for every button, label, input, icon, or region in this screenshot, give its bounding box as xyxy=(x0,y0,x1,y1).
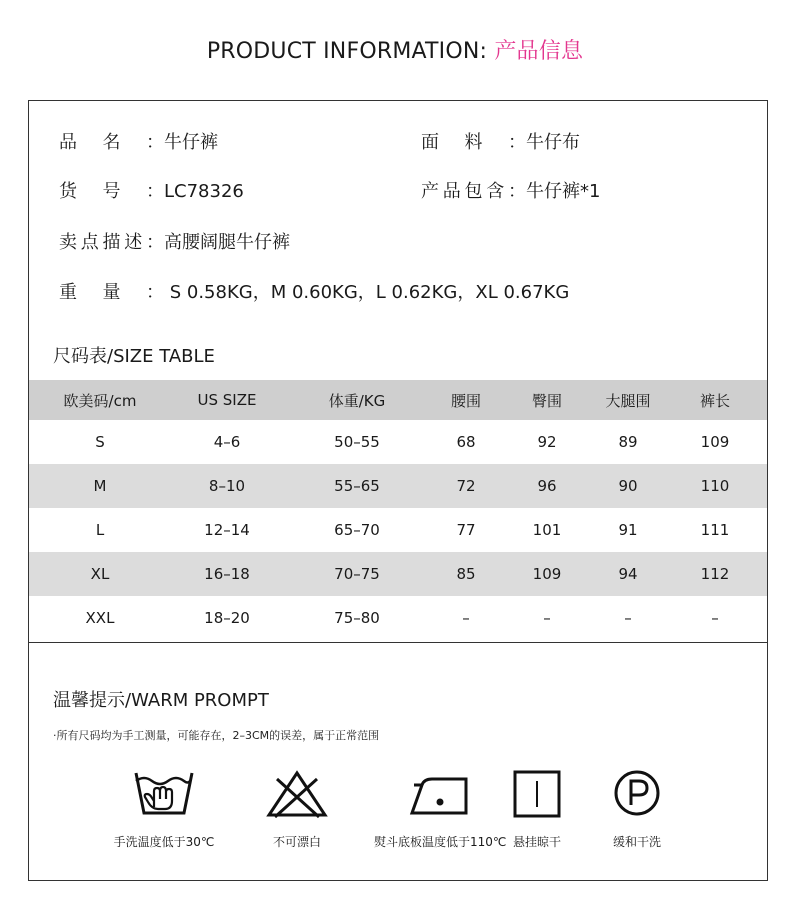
cell-weight: 50–55 xyxy=(334,433,380,451)
no-bleach-icon xyxy=(265,769,329,819)
cell-length: 111 xyxy=(700,521,730,539)
line-dry-label: 悬挂晾干 xyxy=(512,835,561,849)
header-eu-size: 欧美码/cm xyxy=(63,391,137,410)
cell-weight: 75–80 xyxy=(334,609,380,627)
table-row xyxy=(29,508,767,552)
cell-weight: 55–65 xyxy=(334,477,380,495)
cell-us-size: 4–6 xyxy=(213,433,241,451)
cell-hip: 101 xyxy=(532,521,562,539)
header-thigh: 大腿围 xyxy=(605,391,651,410)
cell-us-size: 18–20 xyxy=(204,609,250,627)
iron-label: 熨斗底板温度低于110℃ xyxy=(374,835,507,849)
sku-label: 货号： xyxy=(59,181,164,202)
cell-us-size: 8–10 xyxy=(208,477,246,495)
cell-eu-size: S xyxy=(95,433,105,451)
header-length: 裤长 xyxy=(699,391,730,410)
header-us-size: US SIZE xyxy=(197,391,257,409)
selling-label: 卖点描述： xyxy=(59,232,164,253)
cell-length: 112 xyxy=(700,565,730,583)
hand-wash-icon xyxy=(132,769,196,819)
cell-hip: 109 xyxy=(532,565,562,583)
cell-eu-size: XL xyxy=(90,565,110,583)
cell-thigh: – xyxy=(624,609,632,627)
fabric-label: 面料： xyxy=(421,132,526,153)
package-label: 产品包含： xyxy=(421,181,526,202)
dry-clean-label: 缓和干洗 xyxy=(612,835,661,849)
cell-length: 109 xyxy=(700,433,730,451)
info-package-row xyxy=(421,180,600,204)
cell-waist: 72 xyxy=(456,477,476,495)
page-title xyxy=(0,34,790,65)
cell-waist: 85 xyxy=(456,565,476,583)
header-weight: 体重/KG xyxy=(328,391,386,410)
info-sku-row xyxy=(59,180,244,204)
warm-prompt-title: 温馨提示/WARM PROMPT xyxy=(53,690,269,711)
info-fabric-row xyxy=(421,131,580,155)
size-table-title: 尺码表/SIZE TABLE xyxy=(53,346,215,367)
section-divider xyxy=(29,642,767,643)
name-label: 品名： xyxy=(59,132,164,153)
cell-length: 110 xyxy=(700,477,730,495)
info-weight-row xyxy=(59,281,569,305)
package-value: 牛仔裤*1 xyxy=(526,181,601,202)
iron-icon xyxy=(404,769,474,819)
info-selling-row xyxy=(59,231,290,255)
cell-thigh: 89 xyxy=(618,433,638,451)
cell-us-size: 12–14 xyxy=(204,521,250,539)
header-hip: 臀围 xyxy=(531,391,562,410)
cell-weight: 65–70 xyxy=(334,521,380,539)
table-row xyxy=(29,420,767,464)
selling-value: 高腰阔腿牛仔裤 xyxy=(164,232,290,253)
cell-eu-size: XXL xyxy=(85,609,115,627)
cell-thigh: 91 xyxy=(618,521,638,539)
cell-thigh: 90 xyxy=(618,477,638,495)
cell-hip: – xyxy=(543,609,551,627)
care-item-hand-wash xyxy=(99,769,229,850)
cell-eu-size: M xyxy=(93,477,107,495)
table-row xyxy=(29,596,767,640)
page-title-en: PRODUCT INFORMATION: xyxy=(206,39,495,64)
cell-us-size: 16–18 xyxy=(204,565,250,583)
fabric-value: 牛仔布 xyxy=(526,132,580,153)
weight-value: S 0.58KG，M 0.60KG，L 0.62KG，XL 0.67KG xyxy=(164,282,570,303)
table-row xyxy=(29,464,767,508)
hand-wash-label: 手洗温度低于30℃ xyxy=(113,835,215,849)
care-item-dry-clean xyxy=(572,769,702,850)
cell-weight: 70–75 xyxy=(334,565,380,583)
page-title-zh: 产品信息 xyxy=(494,39,584,64)
measurement-note: ·所有尺码均为手工测量，可能存在，2–3CM的误差，属于正常范围 xyxy=(53,729,380,742)
product-info-card xyxy=(28,100,768,881)
care-item-no-bleach xyxy=(232,769,362,850)
no-bleach-label: 不可漂白 xyxy=(272,835,321,849)
table-row xyxy=(29,552,767,596)
size-table-header-row xyxy=(29,380,767,420)
header-waist: 腰围 xyxy=(450,391,481,410)
weight-label: 重量： xyxy=(59,282,164,303)
info-name-row xyxy=(59,131,218,155)
cell-hip: 92 xyxy=(537,433,557,451)
dry-clean-p-icon xyxy=(605,769,669,819)
cell-waist: 77 xyxy=(456,521,476,539)
cell-waist: – xyxy=(462,609,470,627)
name-value: 牛仔裤 xyxy=(164,132,218,153)
sku-value: LC78326 xyxy=(164,181,244,202)
cell-eu-size: L xyxy=(95,521,105,539)
size-table xyxy=(29,380,767,640)
cell-hip: 96 xyxy=(537,477,557,495)
line-dry-icon xyxy=(505,769,569,819)
cell-length: – xyxy=(711,609,719,627)
cell-waist: 68 xyxy=(456,433,476,451)
cell-thigh: 94 xyxy=(618,565,638,583)
